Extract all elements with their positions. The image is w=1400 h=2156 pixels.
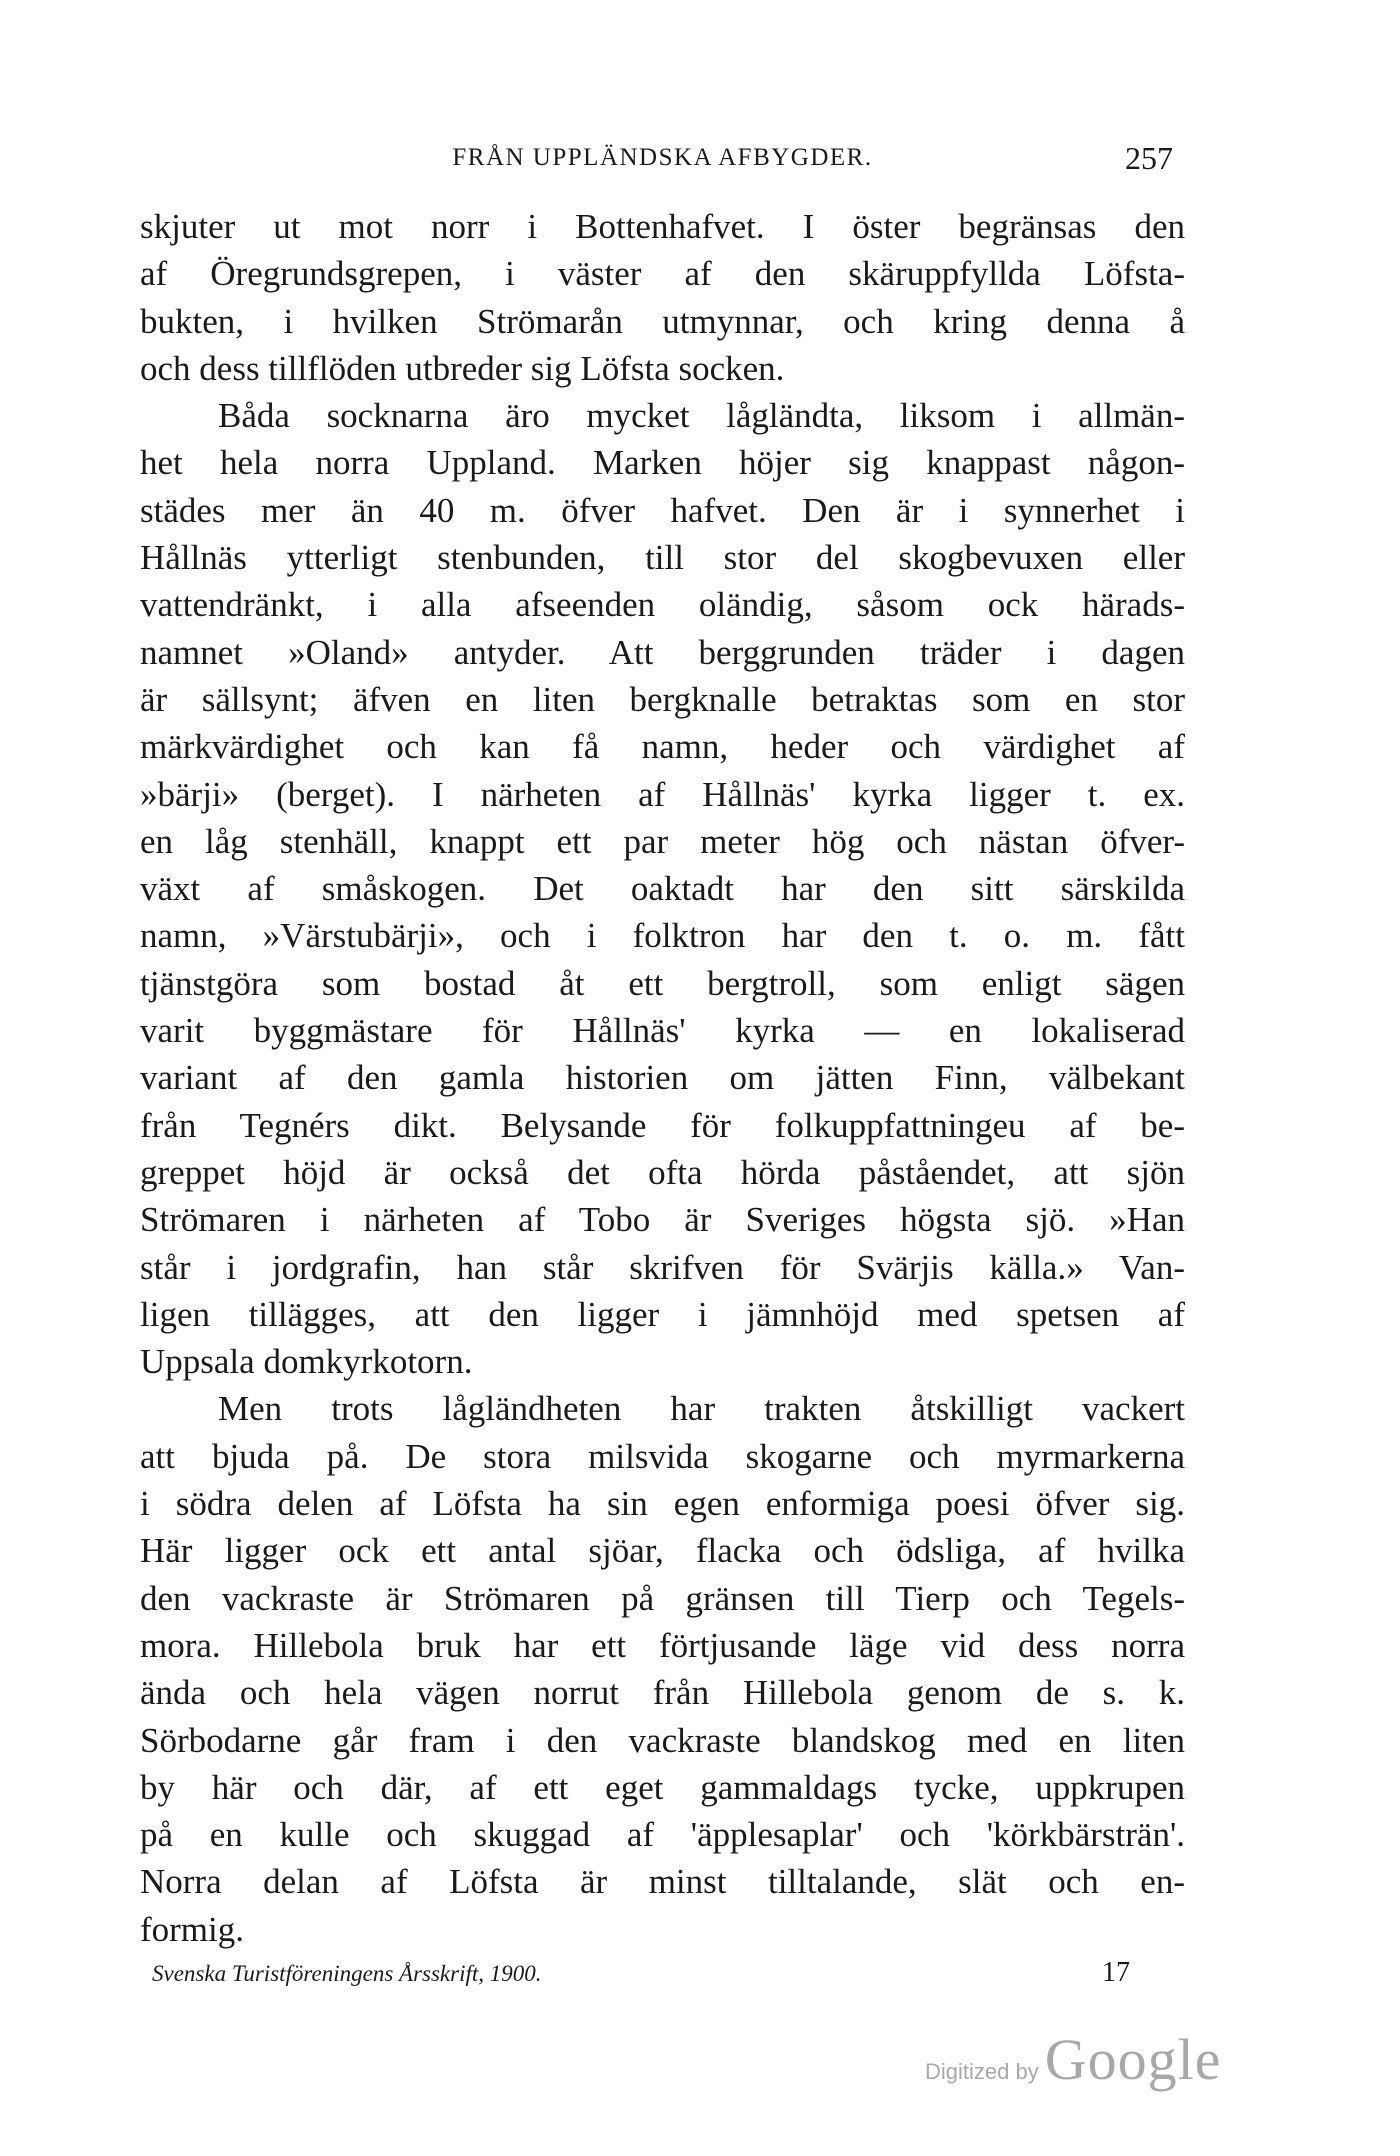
text-line: skjuter ut mot norr i Bottenhafvet. I öster begränsas den xyxy=(140,207,1185,246)
publication-signature: Svenska Turistföreningens Årsskrift, 1900. xyxy=(152,1961,542,1986)
text-line: Strömaren i närheten af Tobo är Sveriges högsta sjö. »Han xyxy=(140,1200,1185,1240)
text-line: af Öregrundsgrepen, i väster af den skäruppfyllda Löfsta- xyxy=(140,254,1185,294)
page-number: 257 xyxy=(1125,140,1173,176)
text-line: »bärji» (berget). I närheten af Hållnäs' kyrka ligger t. ex. xyxy=(140,774,1185,814)
text-line: står i jordgrafin, han står skrifven för Svärjis källa.» Van- xyxy=(140,1247,1185,1287)
text-line: Hållnäs ytterligt stenbunden, till stor del skogbevuxen eller xyxy=(140,538,1185,578)
text-line: Uppsala domkyrkotorn. xyxy=(140,1342,473,1382)
text-line: greppet höjd är också det ofta hörda påståendet, att sjön xyxy=(140,1152,1185,1192)
text-line: vattendränkt, i alla afseenden oländig, såsom ock härads- xyxy=(140,585,1185,625)
page-footer xyxy=(140,1957,1185,1997)
running-head xyxy=(140,140,1185,180)
text-line: ända och hela vägen norrut från Hillebola genom de s. k. xyxy=(140,1673,1185,1713)
text-line: Norra delan af Löfsta är minst tilltalande, slät och en- xyxy=(140,1862,1185,1902)
text-line: varit byggmästare för Hållnäs' kyrka — en lokaliserad xyxy=(140,1011,1185,1051)
text-line: variant af den gamla historien om jätten Finn, välbekant xyxy=(140,1058,1185,1098)
text-line: Men trots lågländheten har trakten åtskilligt vackert xyxy=(218,1389,1185,1429)
text-line: den vackraste är Strömaren på gränsen till Tierp och Tegels- xyxy=(140,1578,1185,1618)
text-line: att bjuda på. De stora milsvida skogarne och myrmarkerna xyxy=(140,1436,1185,1476)
sheet-number: 17 xyxy=(1102,1957,1130,1988)
text-line: från Tegnérs dikt. Belysande för folkuppfattningeu af be- xyxy=(140,1105,1185,1145)
text-line: Här ligger ock ett antal sjöar, flacka och ödsliga, af hvilka xyxy=(140,1531,1185,1571)
google-logo: Google xyxy=(1044,2027,1222,2092)
text-line: formig. xyxy=(140,1909,245,1949)
text-line: namnet »Oland» antyder. Att berggrunden träder i dagen xyxy=(140,632,1185,672)
watermark-digitized-label: Digitized by xyxy=(925,2059,1039,2084)
text-line: ligen tillägges, att den ligger i jämnhöjd med spetsen af xyxy=(140,1294,1185,1334)
text-line: växt af småskogen. Det oaktadt har den sitt särskilda xyxy=(140,869,1185,909)
text-line: mora. Hillebola bruk har ett förtjusande läge vid dess norra xyxy=(140,1625,1185,1665)
text-line: tjänstgöra som bostad åt ett bergtroll, som enligt sägen xyxy=(140,963,1185,1003)
text-line: namn, »Värstubärji», och i folktron har den t. o. m. fått xyxy=(140,916,1185,956)
text-line: bukten, i hvilken Strömarån utmynnar, och kring denna å xyxy=(140,301,1185,341)
text-line: Sörbodarne går fram i den vackraste blandskog med en liten xyxy=(140,1720,1185,1760)
text-line: är sällsynt; äfven en liten bergknalle betraktas som en stor xyxy=(140,679,1185,719)
text-line: märkvärdighet och kan få namn, heder och värdighet af xyxy=(140,727,1185,767)
text-line: städes mer än 40 m. öfver hafvet. Den är i synnerhet i xyxy=(140,490,1185,530)
text-line: och dess tillflöden utbreder sig Löfsta socken. xyxy=(140,348,785,388)
text-line: på en kulle och skuggad af 'äpplesaplar' och 'körkbärsträn'. xyxy=(140,1815,1185,1855)
body-text xyxy=(140,203,1185,1953)
text-line: Båda socknarna äro mycket lågländta, liksom i allmän- xyxy=(218,396,1185,436)
text-line: en låg stenhäll, knappt ett par meter hög och nästan öfver- xyxy=(140,821,1185,861)
text-line: i södra delen af Löfsta ha sin egen enformiga poesi öfver sig. xyxy=(140,1484,1185,1524)
digitization-watermark xyxy=(925,2026,1221,2096)
running-title: FRÅN UPPLÄNDSKA AFBYGDER. xyxy=(452,144,873,171)
text-line: het hela norra Uppland. Marken höjer sig knappast någon- xyxy=(140,443,1185,483)
text-line: by här och där, af ett eget gammaldags tycke, uppkrupen xyxy=(140,1767,1185,1807)
